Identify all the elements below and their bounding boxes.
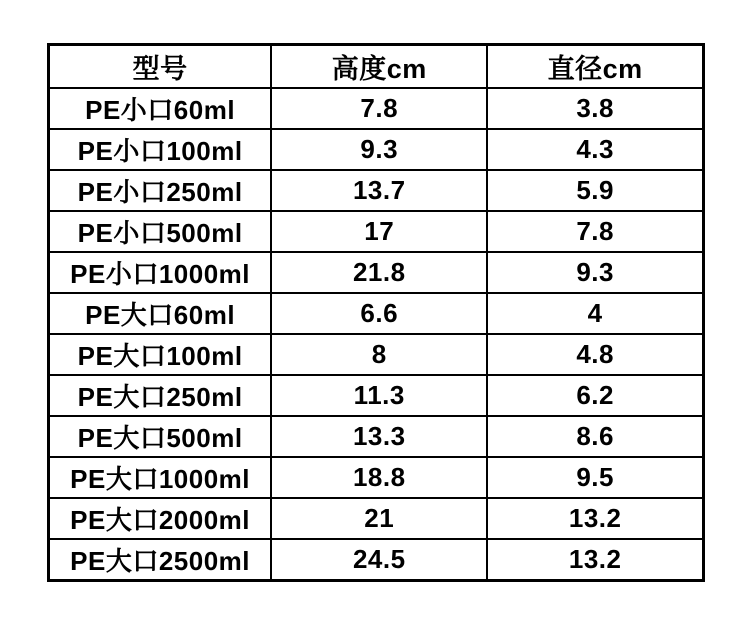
model-cell: PE大口2000ml xyxy=(49,498,272,539)
model-cell: PE大口100ml xyxy=(49,334,272,375)
diameter-cell: 5.9 xyxy=(487,170,703,211)
header-row xyxy=(49,45,704,89)
model-cell: PE小口60ml xyxy=(49,88,272,129)
diameter-cell: 13.2 xyxy=(487,539,703,581)
column-header-diameter: 直径cm xyxy=(487,45,703,89)
height-cell: 18.8 xyxy=(271,457,487,498)
table-row xyxy=(49,88,704,129)
height-cell: 7.8 xyxy=(271,88,487,129)
model-cell: PE大口1000ml xyxy=(49,457,272,498)
table-row xyxy=(49,170,704,211)
spec-table-container xyxy=(47,43,705,582)
diameter-cell: 4 xyxy=(487,293,703,334)
height-cell: 11.3 xyxy=(271,375,487,416)
model-cell: PE大口2500ml xyxy=(49,539,272,581)
table-row xyxy=(49,457,704,498)
diameter-cell: 4.3 xyxy=(487,129,703,170)
height-cell: 6.6 xyxy=(271,293,487,334)
model-cell: PE小口1000ml xyxy=(49,252,272,293)
table-row xyxy=(49,334,704,375)
height-cell: 13.7 xyxy=(271,170,487,211)
diameter-cell: 9.5 xyxy=(487,457,703,498)
model-cell: PE大口250ml xyxy=(49,375,272,416)
height-cell: 8 xyxy=(271,334,487,375)
model-cell: PE小口500ml xyxy=(49,211,272,252)
table-row xyxy=(49,252,704,293)
model-cell: PE大口60ml xyxy=(49,293,272,334)
model-cell: PE小口250ml xyxy=(49,170,272,211)
model-cell: PE小口100ml xyxy=(49,129,272,170)
diameter-cell: 13.2 xyxy=(487,498,703,539)
diameter-cell: 3.8 xyxy=(487,88,703,129)
height-cell: 21.8 xyxy=(271,252,487,293)
column-header-height: 高度cm xyxy=(271,45,487,89)
diameter-cell: 6.2 xyxy=(487,375,703,416)
spec-table xyxy=(47,43,705,582)
table-row xyxy=(49,416,704,457)
diameter-cell: 7.8 xyxy=(487,211,703,252)
model-cell: PE大口500ml xyxy=(49,416,272,457)
height-cell: 24.5 xyxy=(271,539,487,581)
diameter-cell: 8.6 xyxy=(487,416,703,457)
diameter-cell: 9.3 xyxy=(487,252,703,293)
height-cell: 21 xyxy=(271,498,487,539)
spec-table-body xyxy=(49,88,704,581)
height-cell: 17 xyxy=(271,211,487,252)
table-row xyxy=(49,375,704,416)
diameter-cell: 4.8 xyxy=(487,334,703,375)
table-row xyxy=(49,211,704,252)
column-header-model: 型号 xyxy=(49,45,272,89)
table-row xyxy=(49,498,704,539)
height-cell: 13.3 xyxy=(271,416,487,457)
spec-table-header xyxy=(49,45,704,89)
height-cell: 9.3 xyxy=(271,129,487,170)
table-row xyxy=(49,539,704,581)
table-row xyxy=(49,293,704,334)
table-row xyxy=(49,129,704,170)
